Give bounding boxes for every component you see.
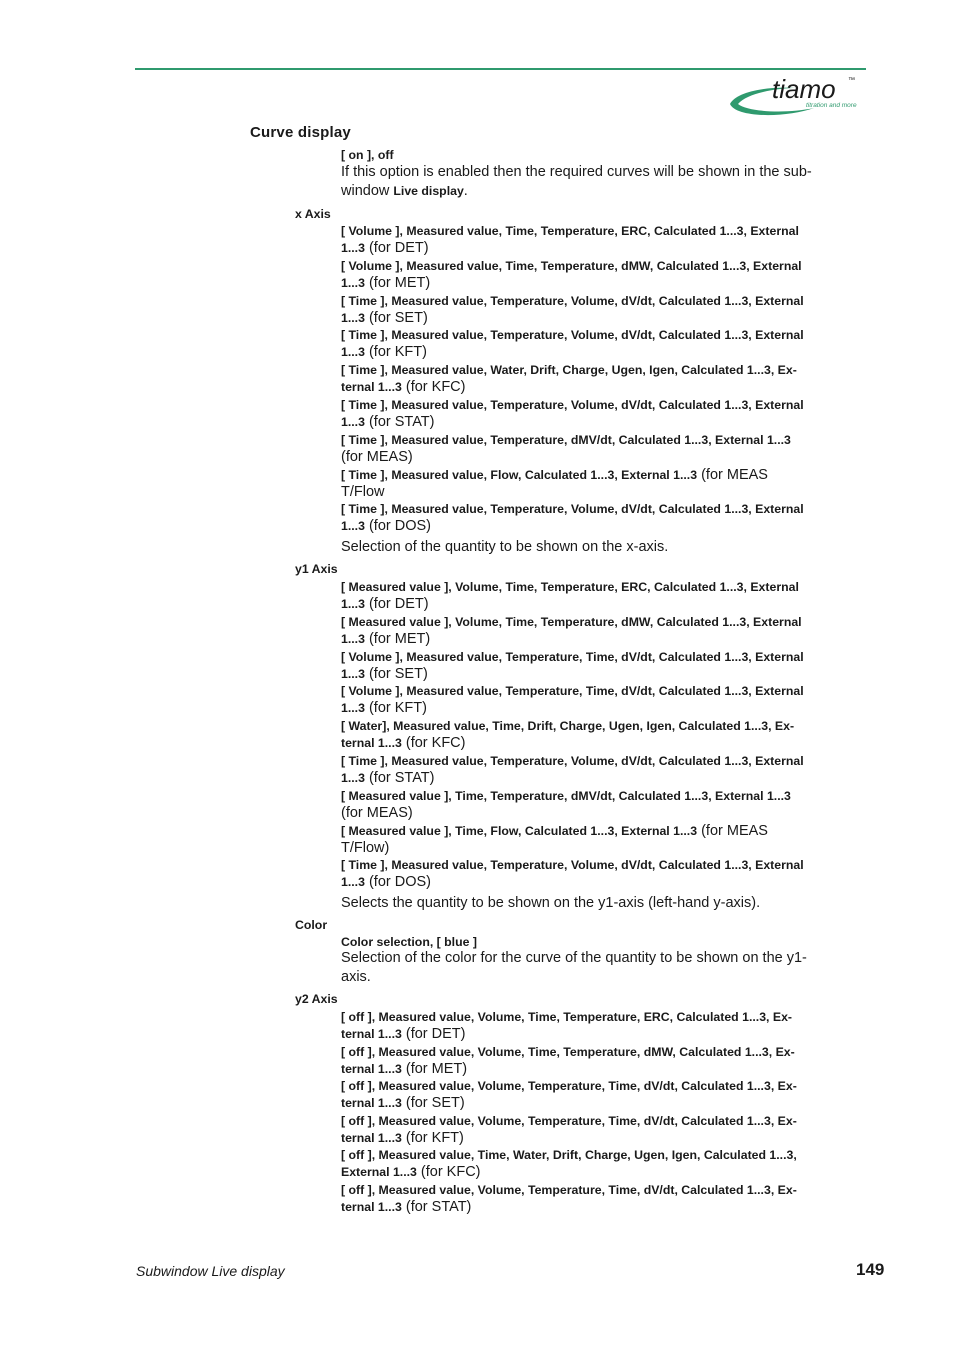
y1-axis-option-values-cont: 1...3 [341,771,365,785]
y2-axis-option-values-cont: ternal 1...3 [341,1027,402,1041]
y1-axis-option-line2 [341,630,865,648]
curve-display-default: [ on ], off [341,148,394,162]
x-axis-option-line1 [341,500,865,518]
y1-axis-label: y1 Axis [295,562,338,576]
x-axis-option-values-cont: 1...3 [341,345,365,360]
x-axis-option-mode: T/Flow [341,483,385,500]
y2-axis-option-mode: (for STAT) [401,1199,472,1215]
y1-axis-option-line1 [341,856,865,874]
color-default: Color selection, [ blue ] [341,935,477,949]
live-display-ref: Live display [393,184,464,198]
logo-trademark: ™ [848,77,855,84]
desc-suffix: . [463,183,468,199]
section-header [250,124,351,141]
header-rule [135,68,866,70]
y2-axis-option-mode: (for KFT) [401,1129,464,1146]
y1-axis-option-mode: (for MET) [364,630,431,647]
x-axis-option-line2 [341,378,865,396]
x-axis-option-values-cont: 1...3 [341,415,365,429]
x-axis-option-values: [ Volume ], Measured value, Time, Temperature, dMW, Calculated 1...3, External [341,258,802,273]
y1-axis-option-values-cont: 1...3 [341,597,365,611]
x-axis-option-mode: (for DOS) [364,518,431,535]
y2-axis-option-line1 [341,1146,865,1164]
x-axis-option-values: [ Time ], Measured value, Water, Drift, Charge, Ugen, Igen, Calculated 1...3, Ex- [341,363,797,378]
y1-axis-option-line2 [341,595,865,613]
y2-axis-option-values-cont: ternal 1...3 [341,1130,402,1145]
x-axis-option-values-cont: ternal 1...3 [341,380,402,395]
page-number: 149 [856,1260,885,1279]
y2-axis-option-values: [ off ], Measured value, Time, Water, Drift, Charge, Ugen, Igen, Calculated 1...3, [341,1148,797,1163]
x-axis-option-line1 [341,292,865,310]
y1-axis-option-mode: (for DOS) [364,874,431,891]
y1-axis-option-values-cont: ternal 1...3 [341,736,402,751]
y2-axis-option-line1 [341,1181,865,1199]
x-axis-option-mode: (for DET) [364,240,429,256]
y1-axis-option-line1 [341,787,865,805]
y2-axis-option-values-cont: External 1...3 [341,1165,417,1180]
logo-tagline: titration and more [806,102,857,109]
x-axis-option-line2 [341,517,865,535]
y2-axis-option-line1 [341,1112,865,1130]
x-axis-option-line2 [341,343,865,361]
x-axis-option-mode: (for KFC) [401,379,466,396]
y1-axis-option-values: [ Time ], Measured value, Temperature, Volume, dV/dt, Calculated 1...3, External [341,858,804,873]
x-axis-option-line1 [341,222,865,240]
footer-section-name: Subwindow Live display [136,1263,285,1279]
x-axis-option-line2 [341,309,865,327]
y2-axis-option-line2 [341,1129,865,1147]
y1-axis-option-mode: (for DET) [364,596,429,612]
x-axis-option-line2 [341,239,865,257]
x-axis-option-line1 [341,257,865,275]
y1-axis-option-line1 [341,578,865,596]
y2-axis-option-values: [ off ], Measured value, Volume, Time, Temperature, dMW, Calculated 1...3, Ex- [341,1044,795,1059]
y2-axis-option-mode: (for MET) [401,1060,468,1077]
y1-axis-option-line1 [341,822,865,840]
y2-axis-option-mode: (for SET) [401,1095,465,1112]
y1-axis-option-mode: (for MEAS [697,822,768,839]
x-axis-option-values-cont: 1...3 [341,310,365,325]
y1-axis-option-values: [ Water], Measured value, Time, Drift, Charge, Ugen, Igen, Calculated 1...3, Ex- [341,719,795,734]
y1-axis-option-values-cont: 1...3 [341,631,365,646]
y1-axis-option-mode: (for KFC) [401,735,466,752]
y1-axis-option-line1 [341,682,865,700]
y1-axis-option-line2 [341,665,865,683]
y2-axis-option-line2 [341,1094,865,1112]
x-axis-option-values-cont: 1...3 [341,241,365,255]
y2-axis-option-line2 [341,1025,865,1043]
curve-display-desc-1: If this option is enabled then the required curves will be shown in the sub- [341,164,812,180]
x-axis-option-values-cont: 1...3 [341,519,365,534]
y1-axis-option-line2 [341,804,865,822]
y1-axis-option-values: [ Measured value ], Time, Flow, Calculated 1...3, External 1...3 [341,823,698,838]
x-axis-option-values: [ Time ], Measured value, Temperature, dMV/dt, Calculated 1...3, External 1...3 [341,432,791,447]
x-axis-option-line1 [341,361,865,379]
x-axis-option-mode: (for KFT) [364,344,427,361]
x-axis-option-line1 [341,431,865,449]
y2-axis-option-mode: (for DET) [401,1026,466,1042]
x-axis-option-line2 [341,274,865,292]
y1-axis-option-values: [ Time ], Measured value, Temperature, Volume, dV/dt, Calculated 1...3, External [341,754,804,768]
x-axis-option-values: [ Time ], Measured value, Flow, Calculated 1...3, External 1...3 [341,467,698,482]
y2-axis-option-mode: (for KFC) [416,1164,481,1181]
color-label: Color [295,918,328,932]
y1-axis-option-line2 [341,734,865,752]
x-axis-option-line1 [341,396,865,414]
y1-axis-option-line2 [341,769,865,787]
x-axis-option-mode: (for MEAS [697,466,768,483]
y2-axis-option-line2 [341,1060,865,1078]
y1-axis-option-values: [ Measured value ], Volume, Time, Temperature, dMW, Calculated 1...3, External [341,614,802,629]
y2-axis-option-line2 [341,1163,865,1181]
y2-axis-option-values: [ off ], Measured value, Volume, Temperature, Time, dV/dt, Calculated 1...3, Ex- [341,1079,797,1094]
y2-axis-option-values-cont: ternal 1...3 [341,1061,402,1076]
y1-axis-summary: Selects the quantity to be shown on the y1-axis (left-hand y-axis). [341,895,761,911]
x-axis-option-line1 [341,326,865,344]
x-axis-option-line2 [341,483,865,501]
y1-axis-option-line2 [341,699,865,717]
x-axis-option-line1 [341,466,865,484]
y1-axis-option-line2 [341,873,865,891]
x-axis-option-mode: (for SET) [364,309,428,326]
y1-axis-option-mode: (for STAT) [364,770,435,786]
x-axis-summary: Selection of the quantity to be shown on the x-axis. [341,539,669,555]
y2-axis-option-line1 [341,1043,865,1061]
y2-axis-option-values: [ off ], Measured value, Volume, Temperature, Time, dV/dt, Calculated 1...3, Ex- [341,1183,797,1197]
curve-display-desc-2 [341,182,865,201]
x-axis-option-values: [ Time ], Measured value, Temperature, Volume, dV/dt, Calculated 1...3, External [341,502,804,517]
y2-axis-option-line1 [341,1077,865,1095]
color-desc-1: Selection of the color for the curve of the quantity to be shown on the y1- [341,950,807,966]
x-axis-option-line2 [341,448,865,466]
section-title: Curve display [250,124,351,141]
y1-axis-option-values: [ Measured value ], Time, Temperature, dMV/dt, Calculated 1...3, External 1...3 [341,788,791,803]
x-axis-option-mode: (for MEAS) [341,448,413,465]
y2-axis-option-values: [ off ], Measured value, Volume, Temperature, Time, dV/dt, Calculated 1...3, Ex- [341,1113,797,1128]
x-axis-option-values: [ Volume ], Measured value, Time, Temperature, ERC, Calculated 1...3, External [341,224,799,238]
y2-axis-option-line2 [341,1198,865,1216]
y1-axis-option-line1 [341,752,865,770]
x-axis-option-mode: (for MET) [364,274,431,291]
y1-axis-option-values: [ Volume ], Measured value, Temperature, Time, dV/dt, Calculated 1...3, External [341,684,804,699]
y1-axis-option-mode: (for SET) [364,665,428,682]
x-axis-label: x Axis [295,207,331,221]
y1-axis-option-mode: (for MEAS) [341,804,413,821]
y1-axis-option-line2 [341,839,865,857]
y1-axis-option-values-cont: 1...3 [341,666,365,681]
x-axis-option-values: [ Time ], Measured value, Temperature, Volume, dV/dt, Calculated 1...3, External [341,328,804,343]
x-axis-option-line2 [341,413,865,431]
logo-text: tiamo [772,74,836,104]
y2-axis-label: y2 Axis [295,992,338,1006]
y1-axis-option-values: [ Measured value ], Volume, Time, Temperature, ERC, Calculated 1...3, External [341,580,799,594]
y1-axis-option-values-cont: 1...3 [341,875,365,890]
x-axis-option-values-cont: 1...3 [341,275,365,290]
y1-axis-option-values-cont: 1...3 [341,701,365,716]
y2-axis-option-values: [ off ], Measured value, Volume, Time, Temperature, ERC, Calculated 1...3, Ex- [341,1010,793,1024]
y1-axis-option-line1 [341,648,865,666]
y2-axis-option-line1 [341,1008,865,1026]
tiamo-logo [726,74,866,118]
y2-axis-option-values-cont: ternal 1...3 [341,1096,402,1111]
x-axis-option-values: [ Time ], Measured value, Temperature, Volume, dV/dt, Calculated 1...3, External [341,293,804,308]
x-axis-option-values: [ Time ], Measured value, Temperature, Volume, dV/dt, Calculated 1...3, External [341,398,804,412]
y1-axis-option-mode: T/Flow) [341,839,390,856]
y1-axis-option-line1 [341,717,865,735]
y1-axis-option-mode: (for KFT) [364,700,427,717]
y1-axis-option-values: [ Volume ], Measured value, Temperature, Time, dV/dt, Calculated 1...3, External [341,649,804,664]
y2-axis-option-values-cont: ternal 1...3 [341,1200,402,1214]
desc-prefix: window [341,183,394,199]
y1-axis-option-line1 [341,613,865,631]
x-axis-option-mode: (for STAT) [364,414,435,430]
color-desc-2: axis. [341,969,371,985]
